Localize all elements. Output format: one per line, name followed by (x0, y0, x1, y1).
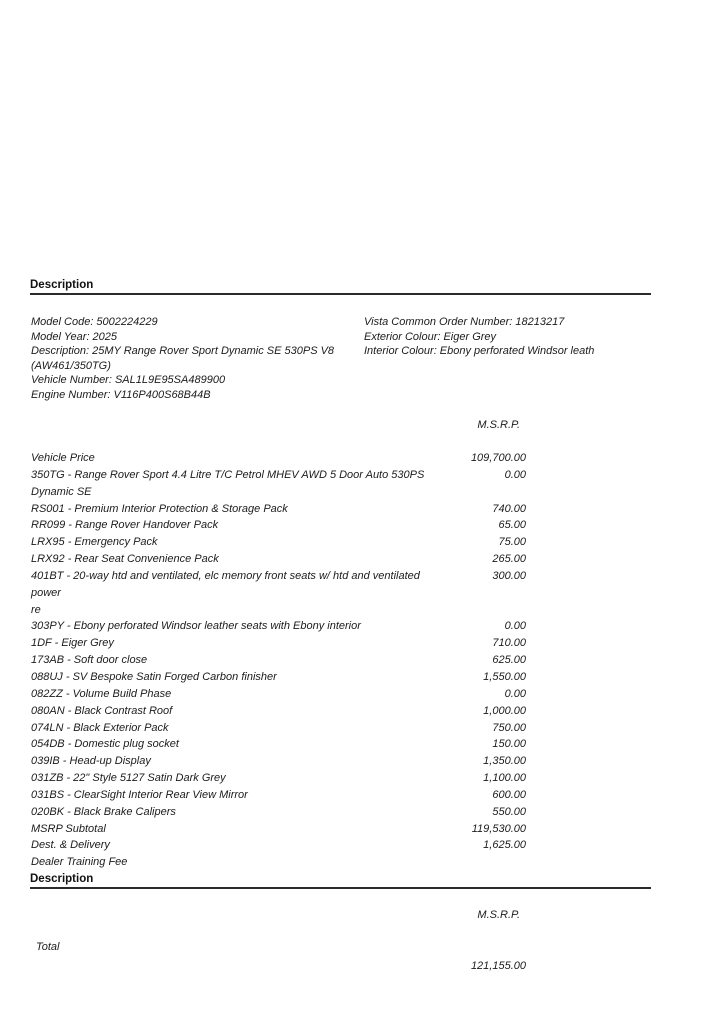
item-price: 75.00 (498, 536, 526, 549)
item-label (31, 787, 439, 804)
item-price: 750.00 (492, 721, 526, 734)
table-row (31, 618, 526, 635)
item-label (31, 686, 439, 703)
item-price: 109,700.00 (470, 452, 526, 464)
item-label-line: 039IB - Head-up Display (31, 755, 151, 768)
item-price: 625.00 (492, 654, 526, 667)
table-row (31, 517, 526, 534)
item-label (31, 618, 439, 635)
table-row (31, 686, 526, 703)
item-price: 550.00 (492, 805, 526, 818)
table-row (31, 467, 526, 501)
item-label (31, 652, 439, 669)
item-label-line: 401BT - 20-way htd and ventilated, elc memory front seats w/ htd and ventilated power (31, 569, 420, 599)
info-line: (AW461/350TG) (31, 359, 111, 372)
item-price: 300.00 (492, 569, 526, 582)
table-row (31, 736, 526, 753)
item-price: 65.00 (498, 519, 526, 532)
item-label-line: Dest. & Delivery (31, 839, 110, 852)
item-label-line: MSRP Subtotal (31, 822, 106, 835)
item-price: 119,530.00 (471, 822, 526, 835)
item-label (31, 669, 439, 686)
item-label-line: 074LN - Black Exterior Pack (31, 721, 169, 734)
info-line: Vehicle Number: SAL1L9E95SA489900 (31, 374, 226, 387)
item-price: 710.00 (492, 637, 526, 650)
item-label-line: 054DB - Domestic plug socket (31, 738, 179, 751)
info-line: Interior Colour: Ebony perforated Windsor leath (364, 345, 595, 358)
item-label-line: RS001 - Premium Interior Protection & Storage Pack (31, 502, 288, 515)
item-price: 1,100.00 (483, 772, 526, 785)
table-row (31, 568, 526, 619)
item-label-line: Dynamic SE (31, 485, 92, 498)
item-label-line: 1DF - Eiger Grey (31, 637, 114, 650)
item-label-line: Vehicle Price (31, 452, 95, 464)
info-line: Engine Number: V116P400S68B44B (31, 388, 211, 401)
info-line: Model Year: 2025 (31, 330, 118, 343)
table-row (31, 534, 526, 551)
table-row (31, 551, 526, 568)
item-label (31, 837, 439, 854)
item-label (31, 720, 439, 737)
table-row (31, 821, 526, 838)
item-label (31, 770, 439, 787)
item-label-line: Dealer Training Fee (31, 856, 128, 869)
item-label-line: 082ZZ - Volume Build Phase (31, 687, 172, 700)
item-price: 1,350.00 (483, 755, 526, 768)
info-line: Model Code: 5002224229 (31, 316, 158, 328)
table-row (31, 804, 526, 821)
item-label (31, 804, 439, 821)
item-label (31, 501, 439, 518)
item-price: 1,000.00 (483, 704, 526, 717)
item-label (31, 635, 439, 652)
item-price: 1,550.00 (483, 670, 526, 683)
item-label-line: re (31, 603, 41, 616)
table-row (31, 720, 526, 737)
info-line: Description: 25MY Range Rover Sport Dynamic SE 530PS V8 (31, 345, 335, 358)
table-row (31, 450, 526, 467)
item-label (31, 467, 439, 501)
item-label (31, 450, 439, 467)
table-row (31, 652, 526, 669)
info-line: Exterior Colour: Eiger Grey (364, 330, 497, 343)
item-price: 0.00 (504, 468, 526, 481)
table-row (31, 703, 526, 720)
item-price: 0.00 (504, 687, 526, 700)
item-price: 0.00 (504, 620, 526, 633)
total-value: 121,155.00 (470, 960, 526, 972)
msrp-column-header: M.S.R.P. (477, 419, 520, 431)
item-label (31, 517, 439, 534)
item-price: 1,625.00 (483, 839, 526, 852)
item-price: 740.00 (492, 502, 526, 515)
item-label-line: RR099 - Range Rover Handover Pack (31, 519, 219, 532)
msrp-column-header-2: M.S.R.P. (477, 909, 520, 921)
table-row (31, 854, 526, 871)
item-label-line: 303PY - Ebony perforated Windsor leather seats with Ebony interior (31, 620, 361, 633)
item-label-line: 080AN - Black Contrast Roof (31, 704, 173, 717)
item-label (31, 703, 439, 720)
table-row (31, 787, 526, 804)
table-row (31, 669, 526, 686)
item-label (31, 753, 439, 770)
table-row (31, 635, 526, 652)
item-label-line: 031ZB - 22" Style 5127 Satin Dark Grey (31, 772, 226, 785)
table-row (31, 770, 526, 787)
item-label-line: 031BS - ClearSight Interior Rear View Mirror (31, 788, 248, 801)
item-label (31, 568, 439, 619)
item-label-line: 088UJ - SV Bespoke Satin Forged Carbon finisher (31, 670, 277, 683)
info-line: Vista Common Order Number: 18213217 (364, 316, 565, 328)
price-table (31, 450, 526, 871)
item-label (31, 736, 439, 753)
item-label (31, 854, 439, 871)
section-header-description-2: Description (30, 873, 651, 889)
vehicle-info-right-column (364, 315, 694, 359)
section-header-description: Description (30, 279, 651, 295)
item-label-line: LRX95 - Emergency Pack (31, 536, 158, 549)
item-label-line: 020BK - Black Brake Calipers (31, 805, 176, 818)
item-label (31, 551, 439, 568)
table-row (31, 753, 526, 770)
table-row (31, 837, 526, 854)
item-label (31, 534, 439, 551)
item-price: 600.00 (492, 788, 526, 801)
table-row (31, 501, 526, 518)
item-price: 265.00 (492, 553, 526, 566)
vehicle-info-left-column (31, 315, 361, 402)
item-price: 150.00 (492, 738, 526, 751)
item-label-line: LRX92 - Rear Seat Convenience Pack (31, 553, 219, 566)
item-label (31, 821, 439, 838)
item-label-line: 350TG - Range Rover Sport 4.4 Litre T/C Petrol MHEV AWD 5 Door Auto 530PS (31, 468, 425, 481)
item-label-line: 173AB - Soft door close (31, 654, 148, 667)
total-label: Total (36, 941, 60, 953)
